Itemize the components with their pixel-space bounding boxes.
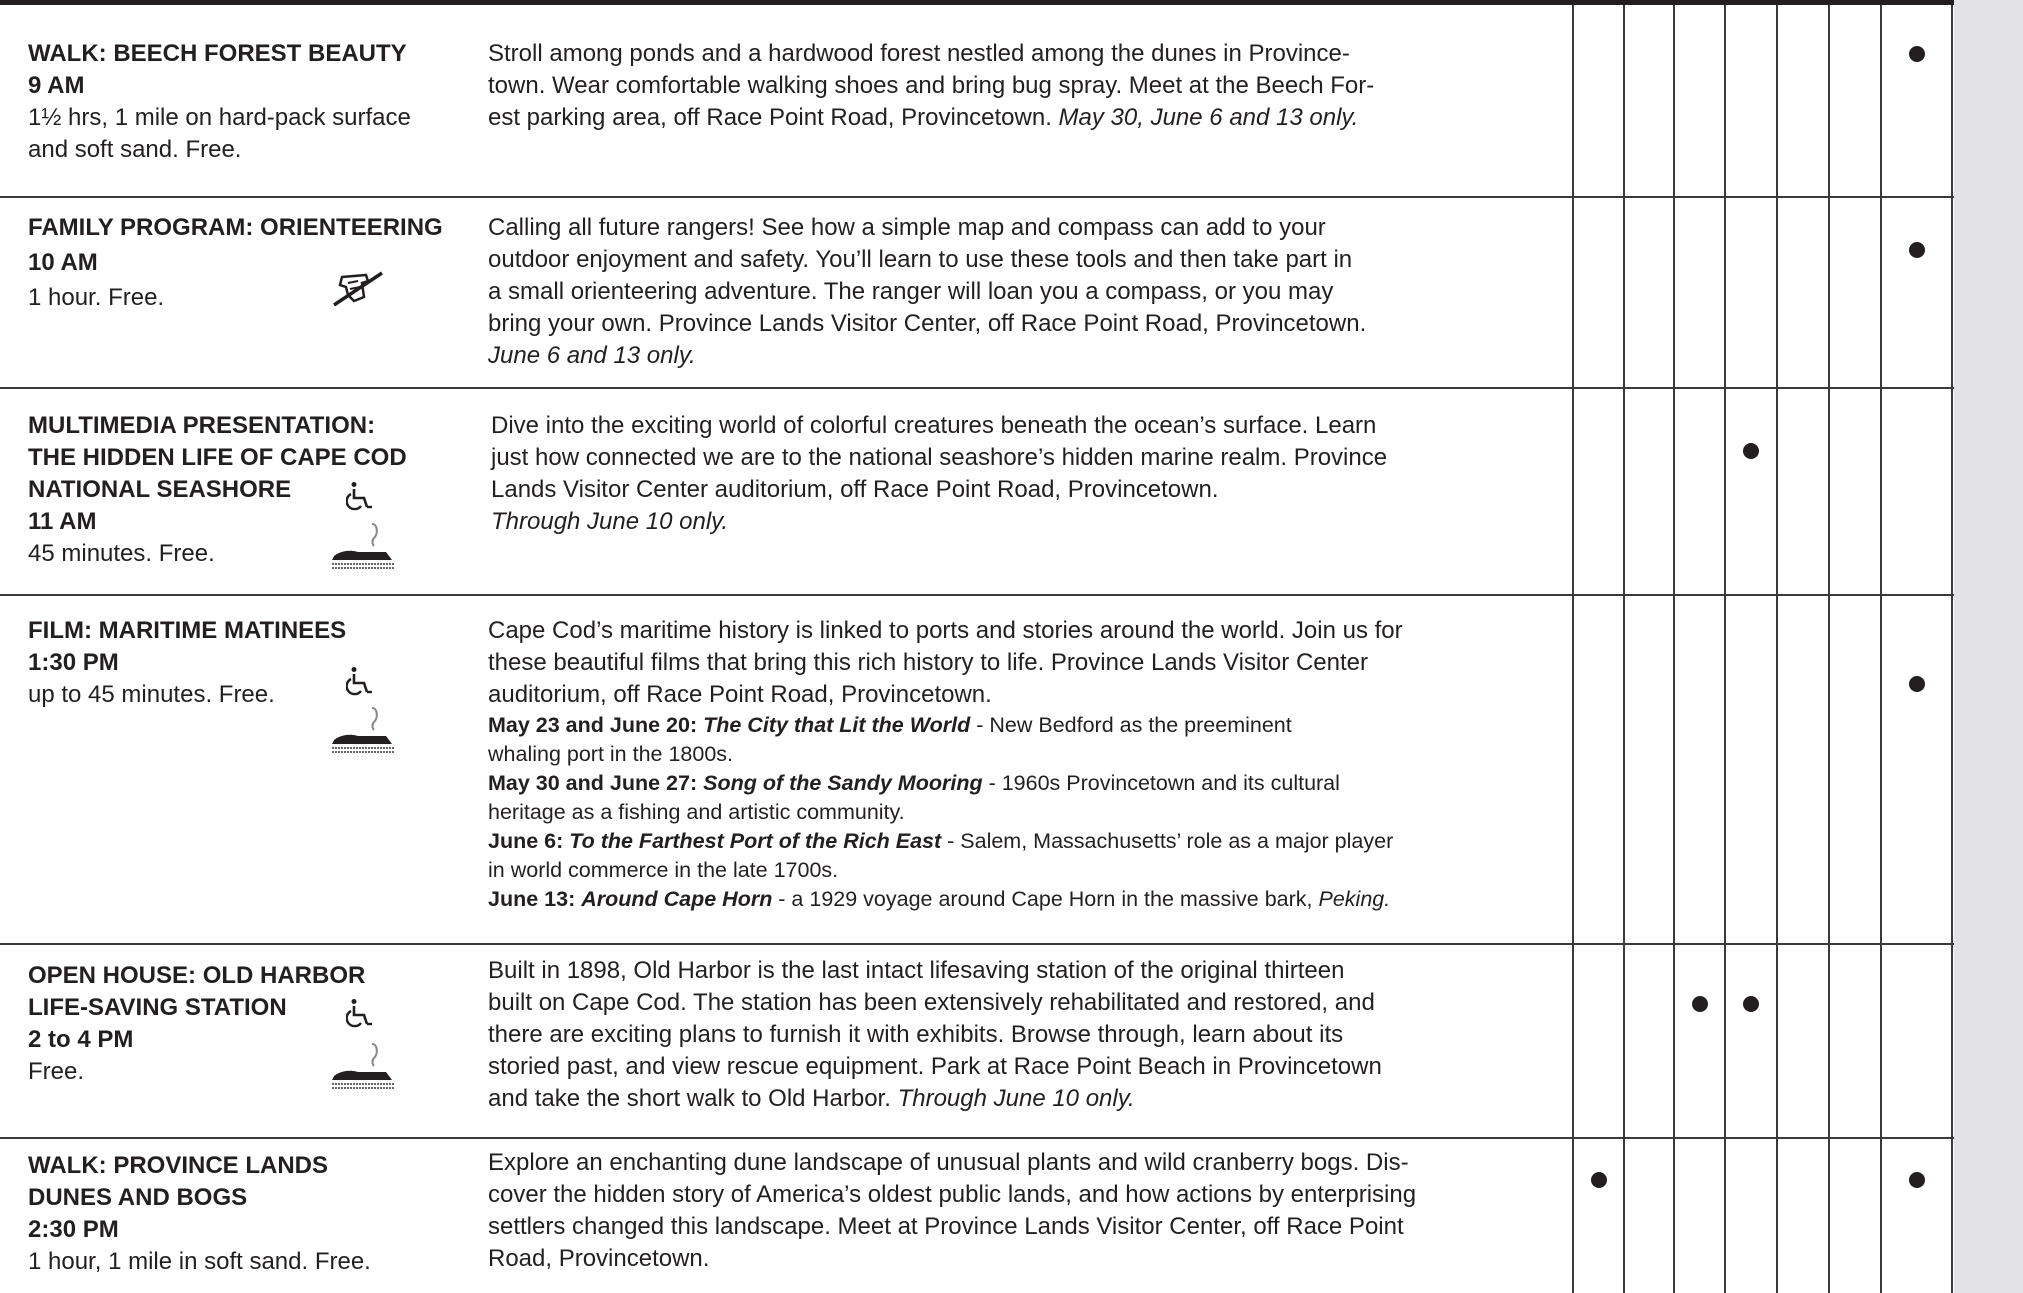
day-column-divider	[1880, 5, 1882, 1293]
day-marker-dot	[1591, 1172, 1607, 1188]
program-title: FAMILY PROGRAM: ORIENTEERING	[28, 214, 443, 241]
assisted-listening-icon	[328, 704, 398, 756]
program-note: 45 minutes. Free.	[28, 540, 215, 567]
day-marker-dot	[1743, 443, 1759, 459]
assisted-listening-icon	[328, 520, 398, 572]
day-marker-dot	[1909, 676, 1925, 692]
program-time: 11 AM	[28, 508, 97, 535]
program-description: Cape Cod’s maritime history is linked to ports and stories around the world. Join us for these beautiful films that bring this rich history to life. Province Lands Visitor Center auditorium, off Race Point Road, Provincetown. May 23 and June 20: The City that Lit the World - New Bedford as the preeminent whaling port in the 1800s. May 30 and June 27: Song of the Sandy Mooring - 1960s Provincetown and its cultural heritage as a fishing and artistic community. June 6: To the Farthest Port of the Rich East - Salem, Massachusetts’ role as a major player in world commerce in the late 1700s. June 13: Around Cape Horn - a 1929 voyage around Cape Horn in the massive bark, Peking.	[488, 615, 1498, 914]
program-title: LIFE-SAVING STATION	[28, 994, 287, 1021]
program-info	[28, 1150, 468, 1278]
program-time: 1:30 PM	[28, 649, 119, 676]
right-margin-panel	[1954, 0, 2023, 1293]
row-divider	[0, 1137, 1954, 1139]
program-note: up to 45 minutes. Free.	[28, 681, 275, 708]
row-divider	[0, 594, 1954, 596]
program-title: DUNES AND BOGS	[28, 1184, 248, 1211]
program-description: Dive into the exciting world of colorful creatures beneath the ocean’s surface. Learn just how connected we are to the national seashore’s hidden marine realm. Province Lands Visitor Center auditorium, off Race Point Road, Provincetown. Through June 10 only.	[491, 412, 1388, 535]
day-marker-dot	[1692, 996, 1708, 1012]
program-title: FILM: MARITIME MATINEES	[28, 617, 347, 644]
program-description: Stroll among ponds and a hardwood forest nestled among the dunes in Province- town. Wear comfortable walking shoes and bring bug spray. Meet at the Beech For- est parking area, off Race Point Road, Provincetown. May 30, June 6 and 13 only.	[488, 40, 1375, 131]
day-marker-dot	[1909, 242, 1925, 258]
program-info	[28, 615, 468, 711]
day-marker-dot	[1909, 1172, 1925, 1188]
program-info	[28, 212, 468, 314]
program-time: 2:30 PM	[28, 1216, 119, 1243]
day-column-divider	[1951, 5, 1953, 1293]
day-column-divider	[1572, 5, 1574, 1293]
wheelchair-accessible-icon	[346, 666, 374, 696]
program-info	[28, 410, 468, 570]
day-marker-dot	[1743, 996, 1759, 1012]
program-title: MULTIMEDIA PRESENTATION:	[28, 412, 376, 439]
row-divider	[0, 196, 1954, 198]
wheelchair-accessible-icon	[346, 998, 374, 1028]
program-title: NATIONAL SEASHORE	[28, 476, 292, 503]
program-description: Built in 1898, Old Harbor is the last intact lifesaving station of the original thirteen built on Cape Cod. The station has been extensively rehabilitated and restored, and there are exciting plans to furnish it with exhibits. Browse through, learn about its storied past, and view rescue equipment. Park at Race Point Beach in Provincetown and take the short walk to Old Harbor. Through June 10 only.	[488, 957, 1382, 1112]
no-pets-icon	[328, 267, 388, 309]
program-time: 2 to 4 PM	[28, 1026, 134, 1053]
program-title: THE HIDDEN LIFE OF CAPE COD	[28, 444, 407, 471]
program-note: 1½ hrs, 1 mile on hard-pack surface	[28, 104, 411, 131]
film-entry: May 23 and June 20: The City that Lit the World - New Bedford as the preeminent	[488, 713, 1292, 737]
program-info	[28, 960, 468, 1088]
program-title: WALK: PROVINCE LANDS	[28, 1152, 328, 1179]
row-divider	[0, 943, 1954, 945]
day-column-divider	[1724, 5, 1726, 1293]
program-description: Explore an enchanting dune landscape of unusual plants and wild cranberry bogs. Dis- cover the hidden story of America’s oldest public lands, and how actions by enterprising settlers changed this landscape. Meet at Province Lands Visitor Center, off Race Point Road, Provincetown.	[488, 1149, 1417, 1272]
program-title: WALK: BEECH FOREST BEAUTY	[28, 40, 407, 67]
day-column-divider	[1623, 5, 1625, 1293]
wheelchair-accessible-icon	[346, 481, 374, 511]
program-note: Free.	[28, 1058, 85, 1085]
film-entry: May 30 and June 27: Song of the Sandy Mooring - 1960s Provincetown and its cultural	[488, 771, 1340, 795]
program-description: Calling all future rangers! See how a simple map and compass can add to your outdoor enjoyment and safety. You’ll learn to use these tools and then take part in a small orienteering adventure. The ranger will loan you a compass, or you may bring your own. Province Lands Visitor Center, off Race Point Road, Provincetown. June 6 and 13 only.	[488, 214, 1367, 369]
program-note: 1 hour. Free.	[28, 284, 165, 311]
program-time: 10 AM	[28, 249, 98, 276]
program-note: and soft sand. Free.	[28, 136, 242, 163]
film-entry: June 13: Around Cape Horn - a 1929 voyage around Cape Horn in the massive bark, Peking.	[488, 887, 1391, 911]
program-title: OPEN HOUSE: OLD HARBOR	[28, 962, 366, 989]
program-note: 1 hour, 1 mile in soft sand. Free.	[28, 1248, 371, 1275]
program-info	[28, 38, 468, 166]
assisted-listening-icon	[328, 1040, 398, 1092]
day-column-divider	[1828, 5, 1830, 1293]
program-time: 9 AM	[28, 72, 85, 99]
top-rule	[0, 0, 1954, 5]
film-entry: June 6: To the Farthest Port of the Rich East - Salem, Massachusetts’ role as a major player	[488, 829, 1394, 853]
day-marker-dot	[1909, 46, 1925, 62]
day-column-divider	[1776, 5, 1778, 1293]
day-column-divider	[1673, 5, 1675, 1293]
row-divider	[0, 387, 1954, 389]
